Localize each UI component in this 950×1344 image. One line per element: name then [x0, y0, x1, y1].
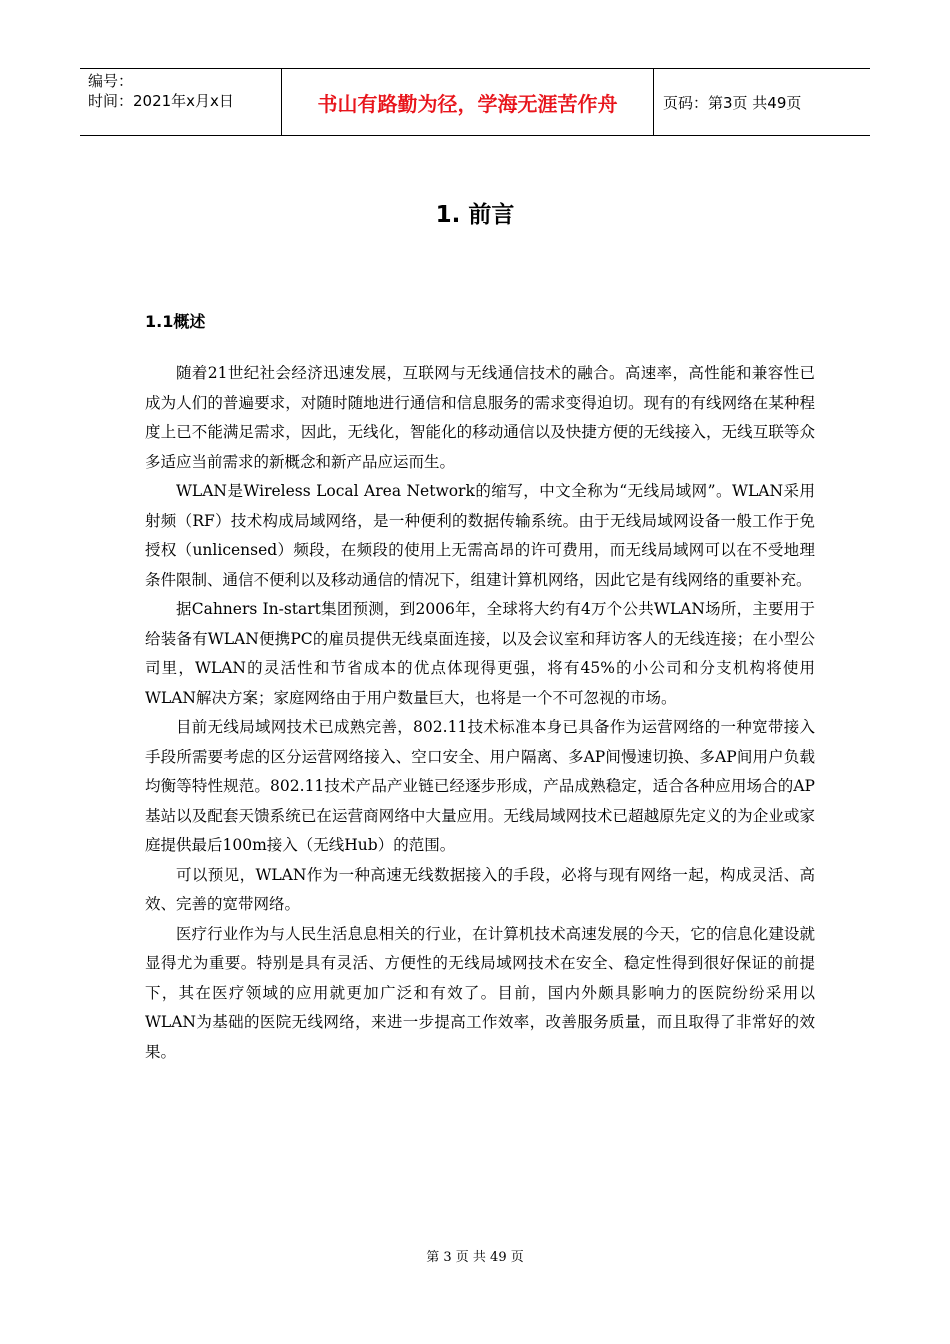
- paragraph: 据Cahners In-start集团预测，到2006年，全球将大约有4万个公共WLAN场所，主要用于给装备有WLAN便携PC的雇员提供无线桌面连接，以及会议室和拜访客人的无线连接；在小型公司里，WLAN的灵活性和节省成本的优点体现得更强，将有45%的小公司和分支机构将使用WLAN解决方案；家庭网络由于用户数量巨大，也将是一个不可忽视的市场。: [145, 600, 815, 707]
- paragraph: 医疗行业作为与人民生活息息相关的行业，在计算机技术高速发展的今天，它的信息化建设就显得尤为重要。特别是具有灵活、方便性的无线局域网技术在安全、稳定性得到很好保证的前提下，其在医疗领域的应用就更加广泛和有效了。目前，国内外颇具影响力的医院纷纷采用以WLAN为基础的医院无线网络，来进一步提高工作效率，改善服务质量，而且取得了非常好的效果。: [145, 924, 815, 1061]
- paragraph: 可以预见，WLAN作为一种高速无线数据接入的手段，必将与现有网络一起，构成灵活、高效、完善的宽带网络。: [145, 865, 815, 913]
- page-footer: 第 3 页 共 49 页: [426, 1250, 524, 1265]
- paragraph: 随着21世纪社会经济迅速发展，互联网与无线通信技术的融合。高速率，高性能和兼容性已成为人们的普遍要求，对随时随地进行通信和信息服务的需求变得迫切。现有的有线网络在某种程度上已不能满足需求，因此，无线化，智能化的移动通信以及快捷方便的无线接入，无线互联等众多适应当前需求的新概念和新产品应运而生。: [145, 364, 815, 471]
- header-motto: 书山有路勤为径，学海无涯苦作舟: [282, 69, 654, 135]
- section-heading: 1.1概述: [145, 312, 206, 331]
- header-page-info: 页码：第3页 共49页: [663, 93, 802, 112]
- paragraph: WLAN是Wireless Local Area Network的缩写，中文全称为“无线局域网”。WLAN采用射频（RF）技术构成局域网络，是一种便利的数据传输系统。由于无线局域网设备一般工作于免授权（unlicensed）频段，在频段的使用上无需高昂的许可费用，而无线局域网可以在不受地理条件限制、通信不便利以及移动通信的情况下，组建计算机网络，因此它是有线网络的重要补充。: [145, 482, 815, 589]
- body-text: [145, 359, 815, 1067]
- paragraph: 目前无线局域网技术已成熟完善，802.11技术标准本身已具备作为运营网络的一种宽带接入手段所需要考虑的区分运营网络接入、空口安全、用户隔离、多AP间慢速切换、多AP间用户负载均衡等特性规范。802.11技术产品产业链已经逐步形成，产品成熟稳定，适合各种应用场合的AP基站以及配套天馈系统已在运营商网络中大量应用。无线局域网技术已超越原先定义的为企业或家庭提供最后100m接入（无线Hub）的范围。: [145, 718, 815, 854]
- document-date-label: 时间：2021年x月x日: [88, 92, 234, 110]
- chapter-title: 1. 前言: [435, 202, 515, 228]
- document-number-label: 编号：: [88, 72, 134, 90]
- page-header: [80, 68, 870, 136]
- header-meta-cell: [80, 69, 282, 135]
